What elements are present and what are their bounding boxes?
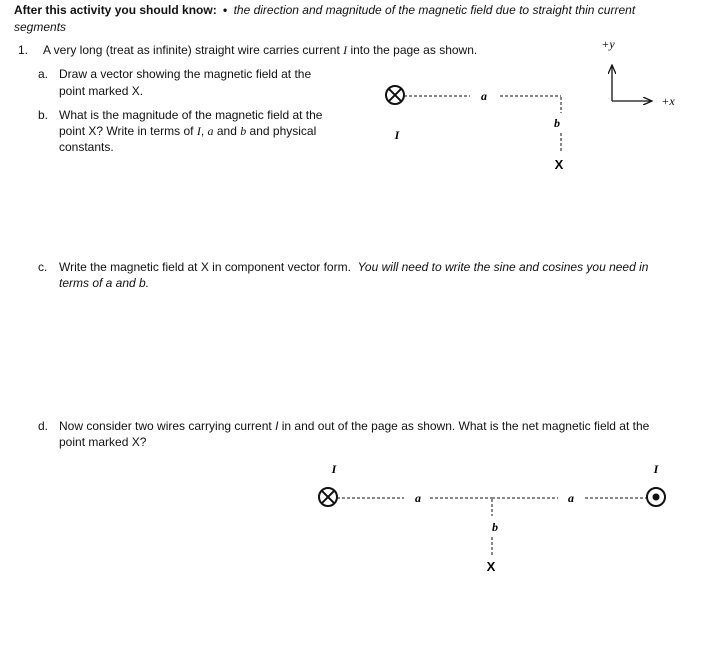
part-b-line-3: constants. [59,140,114,154]
current-label: I [394,128,400,142]
axis-y-label: +y [601,37,615,51]
part-c-marker: c. [38,260,48,274]
coordinate-axes [612,66,651,101]
left-distance-a-label: a [415,491,421,505]
objective-text: the direction and magnitude of the magnetic field due to straight thin current [233,3,636,17]
wire-into-page-icon [386,86,404,104]
part-a-marker: a. [38,67,49,81]
diagram-2 [319,462,665,574]
distance-a-label: a [481,89,487,103]
part-b-line-2: point X? Write in terms of I, a and b and physical [59,124,317,138]
part-b-marker: b. [38,108,49,122]
left-current-label: I [331,462,337,476]
distance-b-label: b [554,116,560,130]
bullet: • [223,3,228,17]
objective-line-2: segments [14,20,67,34]
question-number: 1. [18,43,29,57]
part-d-line-2: point marked X? [59,435,147,449]
part-d-line-1: Now consider two wires carrying current I in and out of the page as shown. What is the net magnetic field at the [59,419,650,433]
part-a-line-2: point marked X. [59,84,144,98]
part-b-line-1: What is the magnitude of the magnetic field at the [59,108,323,122]
part-d-marker: d. [38,419,49,433]
point-x-marker: X [486,559,496,574]
part-c-line-1: Write the magnetic field at X in component vector form. You will need to write the sine and cosines you need in [59,260,649,274]
point-x-marker: X [554,157,564,172]
diagram-1 [386,37,675,172]
wire-into-page-icon [319,488,337,506]
objective-heading: After this activity you should know: [14,3,217,17]
right-distance-a-label: a [568,491,574,505]
distance-b-label: b [492,520,498,534]
right-current-label: I [653,462,659,476]
question-1-text: A very long (treat as infinite) straight wire carries current I into the page as shown. [43,43,478,57]
part-c-line-2: terms of a and b. [59,276,150,290]
axis-x-label: +x [661,94,675,108]
part-a-line-1: Draw a vector showing the magnetic field at the [59,67,312,81]
wire-out-of-page-icon [647,488,665,506]
